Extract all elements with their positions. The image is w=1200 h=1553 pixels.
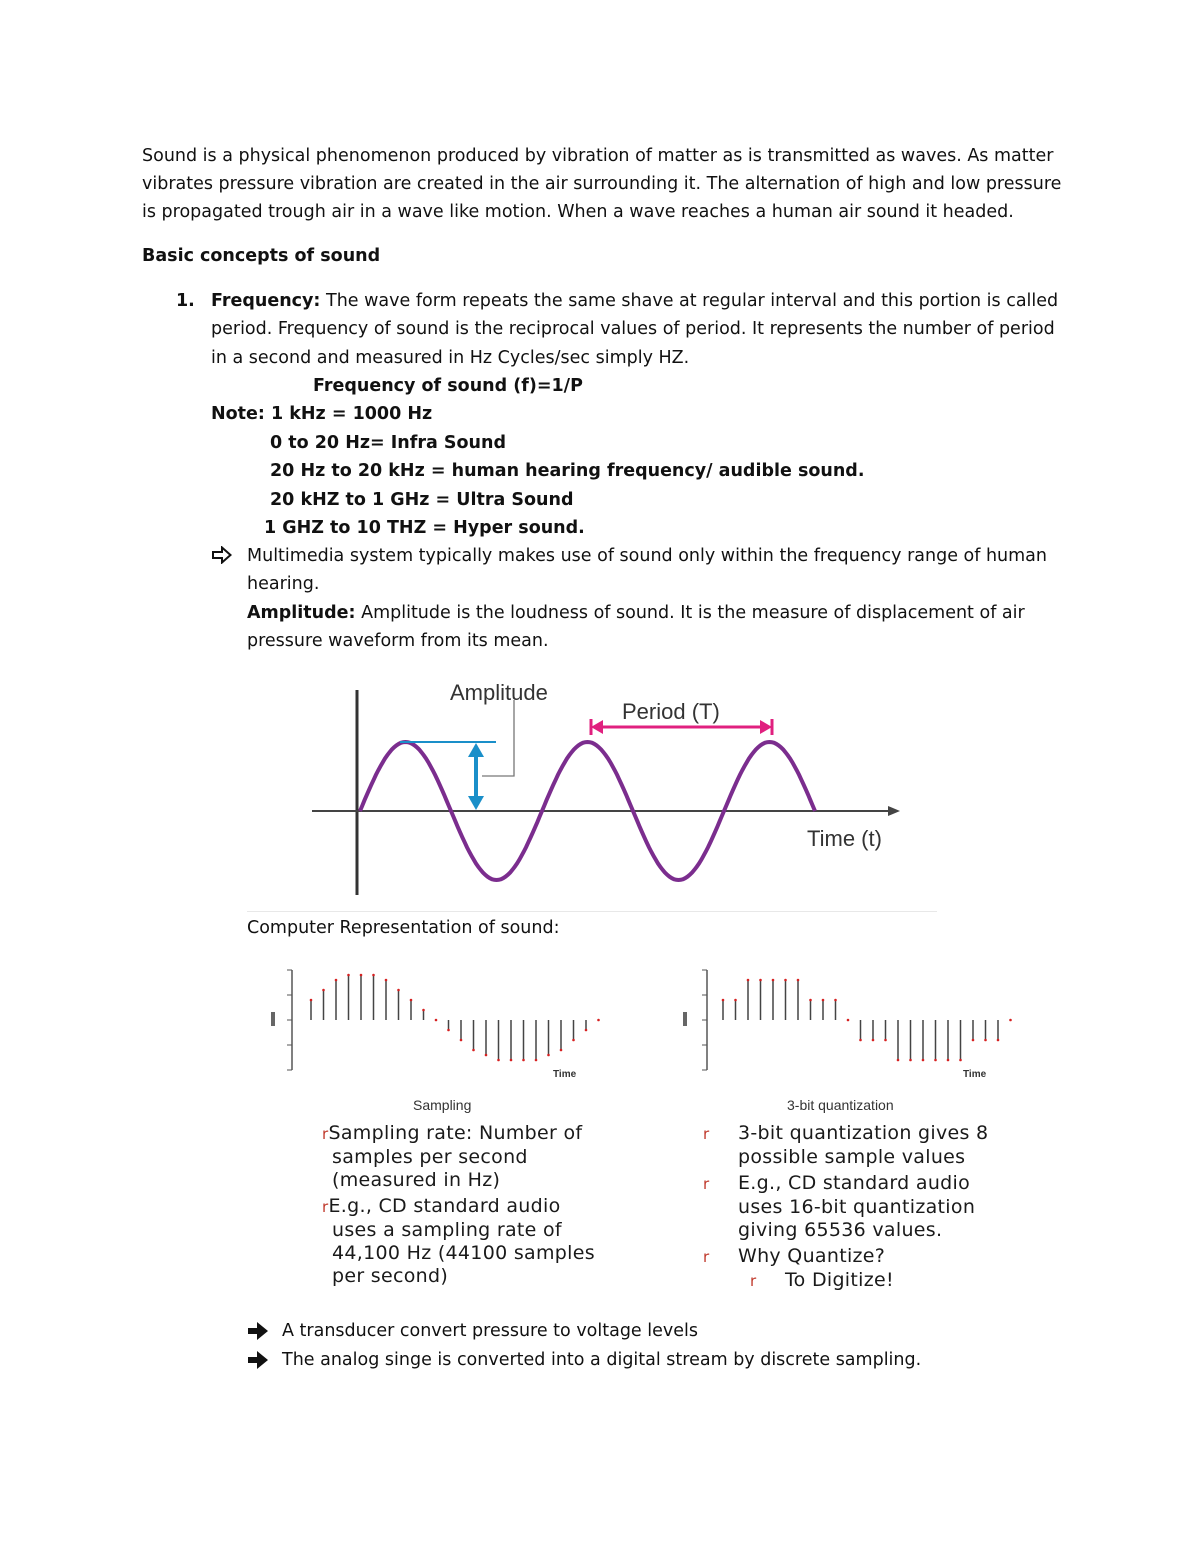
sample-point — [947, 1059, 950, 1062]
sample-point — [535, 1059, 538, 1062]
frequency-line-1 — [211, 287, 1058, 315]
sample-point — [984, 1039, 987, 1042]
frequency-formula: Frequency of sound (f)=1/P — [313, 376, 583, 396]
sample-point — [859, 1039, 862, 1042]
sample-point — [447, 1029, 450, 1032]
bullet-glyph: r — [750, 1272, 757, 1290]
right-b3-line1: Why Quantize? — [738, 1245, 886, 1267]
outline-arrow-icon — [212, 546, 232, 568]
amplitude-line-2: pressure waveform from its mean. — [247, 631, 549, 651]
left-ylabel-mark — [271, 1012, 275, 1026]
sample-point — [922, 1059, 925, 1062]
sample-point — [435, 1019, 438, 1022]
sample-point — [460, 1039, 463, 1042]
sample-point — [585, 1029, 588, 1032]
solid-arrow-icon — [247, 1350, 269, 1374]
final-point-1: A transducer convert pressure to voltage levels — [282, 1321, 698, 1341]
right-bullet-2 — [703, 1172, 975, 1242]
sample-point — [747, 979, 750, 982]
right-b1-line1: 3-bit quantization gives 8 — [738, 1122, 989, 1144]
left-b2-line1: E.g., CD standard audio — [328, 1195, 561, 1217]
period-arrowhead-left — [591, 720, 603, 734]
sample-point — [934, 1059, 937, 1062]
sample-point — [310, 999, 313, 1002]
frequency-line-2: period. Frequency of sound is the reciprocal values of period. It represents the number of period — [211, 319, 1055, 339]
sample-point — [809, 999, 812, 1002]
sample-point — [847, 1019, 850, 1022]
solid-arrow-icon — [247, 1321, 269, 1345]
right-time-label: Time — [963, 1069, 987, 1080]
sample-point — [797, 979, 800, 982]
frequency-line-3: in a second and measured in Hz Cycles/sec simply HZ. — [211, 348, 690, 368]
sample-point — [997, 1039, 1000, 1042]
right-b2-line2: uses 16-bit quantization — [738, 1196, 976, 1218]
sample-point — [897, 1059, 900, 1062]
multimedia-line-1: Multimedia system typically makes use of sound only within the frequency range of human — [247, 546, 1047, 566]
final-point-2: The analog singe is converted into a digital stream by discrete sampling. — [282, 1350, 922, 1370]
sample-point — [1009, 1019, 1012, 1022]
sample-point — [347, 974, 350, 977]
right-b1-line2: possible sample values — [738, 1146, 966, 1168]
right-sub-bullet: To Digitize! — [785, 1269, 894, 1291]
computer-rep-heading: Computer Representation of sound: — [247, 918, 560, 938]
right-caption: 3-bit quantization — [787, 1097, 894, 1113]
left-time-label: Time — [553, 1069, 577, 1080]
amplitude-label: Amplitude — [450, 680, 548, 705]
sample-point — [972, 1039, 975, 1042]
amplitude-arrowhead-up — [468, 743, 484, 757]
sample-point — [872, 1039, 875, 1042]
left-caption: Sampling — [413, 1097, 472, 1113]
amplitude-leader-line — [482, 700, 514, 776]
sample-point — [485, 1054, 488, 1057]
sampling-figure — [255, 965, 1015, 1119]
right-b2-line3: giving 65536 values. — [738, 1219, 943, 1241]
amplitude-line-1 — [247, 599, 1025, 627]
sample-point — [497, 1059, 500, 1062]
sample-point — [372, 974, 375, 977]
left-b2-line2: uses a sampling rate of — [332, 1219, 562, 1241]
bullet-glyph: r — [322, 1198, 329, 1216]
sample-point — [410, 999, 413, 1002]
intro-line-2: vibrates pressure vibration are created in the air surrounding it. The alternation of high and low pressure — [142, 174, 1062, 194]
sample-point — [734, 999, 737, 1002]
left-bullet-2 — [322, 1195, 595, 1288]
range-hyper: 1 GHZ to 10 THZ = Hyper sound. — [264, 518, 585, 538]
left-b2-line4: per second) — [332, 1265, 449, 1287]
sample-point — [322, 989, 325, 992]
sample-point — [772, 979, 775, 982]
sample-point — [822, 999, 825, 1002]
bullet-glyph: r — [703, 1175, 710, 1193]
sample-point — [522, 1059, 525, 1062]
sample-point — [884, 1039, 887, 1042]
left-b2-line3: 44,100 Hz (44100 samples — [332, 1242, 595, 1264]
left-b1-line1: Sampling rate: Number of — [328, 1122, 583, 1144]
period-arrowhead-right — [760, 720, 772, 734]
amplitude-text-1: Amplitude is the loudness of sound. It is the measure of displacement of air — [355, 603, 1025, 623]
multimedia-line-2: hearing. — [247, 574, 320, 594]
sample-point — [722, 999, 725, 1002]
sample-point — [422, 1009, 425, 1012]
section-heading: Basic concepts of sound — [142, 246, 381, 266]
wave-figure — [300, 670, 940, 904]
right-sample-bars — [722, 979, 1012, 1062]
list-number: 1. — [176, 291, 195, 311]
x-axis-arrowhead — [888, 806, 900, 816]
left-b1-line2: samples per second — [332, 1146, 528, 1168]
figure-divider — [247, 911, 937, 912]
sample-point — [834, 999, 837, 1002]
sample-point — [385, 979, 388, 982]
intro-line-1: Sound is a physical phenomenon produced by vibration of matter as is transmitted as waves. As matter — [142, 146, 1054, 166]
left-sample-bars — [310, 974, 600, 1062]
bullet-glyph: r — [703, 1248, 710, 1266]
period-label: Period (T) — [622, 699, 720, 724]
sample-point — [784, 979, 787, 982]
sample-point — [959, 1059, 962, 1062]
time-label: Time (t) — [807, 826, 882, 851]
sample-point — [360, 974, 363, 977]
intro-line-3: is propagated trough air in a wave like motion. When a wave reaches a human air sound it headed. — [142, 202, 1014, 222]
note-label: Note: 1 kHz = 1000 Hz — [211, 404, 433, 424]
sample-point — [335, 979, 338, 982]
left-bullet-1 — [322, 1122, 582, 1192]
right-ylabel-mark — [683, 1012, 687, 1026]
sample-point — [510, 1059, 513, 1062]
sample-point — [560, 1049, 563, 1052]
amplitude-arrowhead-down — [468, 796, 484, 810]
sample-point — [909, 1059, 912, 1062]
right-bullet-3 — [703, 1245, 894, 1293]
sample-point — [572, 1039, 575, 1042]
sample-point — [759, 979, 762, 982]
sample-point — [547, 1054, 550, 1057]
left-b1-line3: (measured in Hz) — [332, 1169, 501, 1191]
sample-point — [472, 1049, 475, 1052]
sample-point — [597, 1019, 600, 1022]
bullet-glyph: r — [322, 1125, 329, 1143]
frequency-term: Frequency: — [211, 291, 321, 311]
range-ultra: 20 kHZ to 1 GHz = Ultra Sound — [270, 490, 574, 510]
bullet-glyph: r — [703, 1125, 710, 1143]
sample-point — [397, 989, 400, 992]
right-bullet-1 — [703, 1122, 988, 1169]
range-audible: 20 Hz to 20 kHz = human hearing frequency/ audible sound. — [270, 461, 865, 481]
frequency-text-1: The wave form repeats the same shave at regular interval and this portion is called — [320, 291, 1059, 311]
range-infra: 0 to 20 Hz= Infra Sound — [270, 433, 506, 453]
amplitude-term: Amplitude: — [247, 603, 356, 623]
right-b2-line1: E.g., CD standard audio — [738, 1172, 971, 1194]
